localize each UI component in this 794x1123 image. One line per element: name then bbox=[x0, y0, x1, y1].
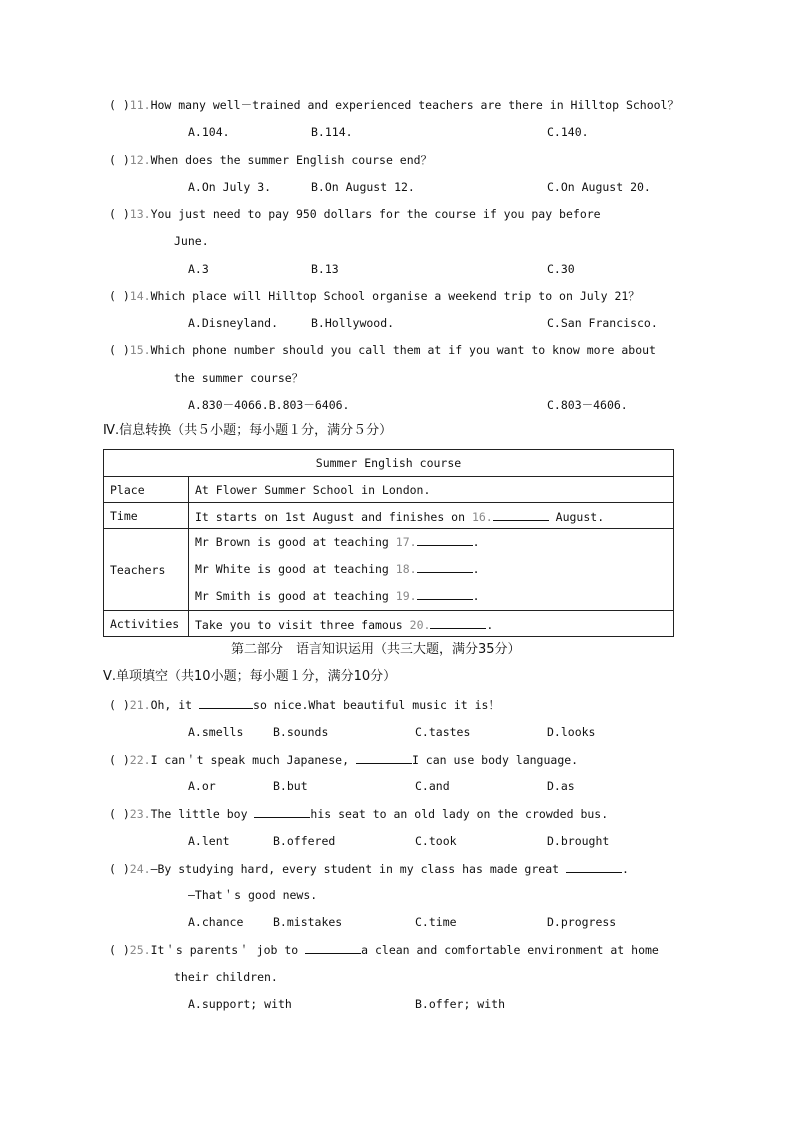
period: . bbox=[486, 617, 494, 632]
activities-text: Take you to visit three famous bbox=[195, 617, 410, 632]
question-text: —By studying hard, every student in my class has made great bbox=[150, 862, 566, 876]
option-a: A.lent bbox=[188, 834, 230, 848]
activities-label: Activities bbox=[104, 611, 189, 637]
answer-paren: ( ) bbox=[109, 207, 130, 221]
option-c: C.took bbox=[415, 834, 457, 848]
question-text: Which phone number should you call them at if you want to know more about bbox=[150, 343, 656, 357]
blank-17[interactable] bbox=[417, 533, 473, 546]
option-a: A.On July 3. bbox=[188, 180, 272, 194]
answer-paren: ( ) bbox=[109, 289, 130, 303]
section-4-title: Ⅳ.信息转换（共５小题；每小题１分，满分５分） bbox=[103, 423, 393, 438]
option-b: B.Hollywood. bbox=[311, 316, 395, 330]
question-number: 14. bbox=[129, 289, 151, 303]
blank-23[interactable] bbox=[254, 805, 310, 818]
section-5-title: Ⅴ.单项填空（共10小题；每小题１分，满分10分） bbox=[103, 669, 397, 684]
period: . bbox=[472, 562, 480, 576]
question-text: How many well－trained and experienced teachers are there in Hilltop School？ bbox=[150, 98, 679, 112]
option-c: C.tastes bbox=[415, 725, 471, 739]
activities-value bbox=[189, 611, 674, 637]
blank-number: 17. bbox=[395, 535, 417, 549]
option-b: B.offered bbox=[273, 834, 336, 848]
question-text-continued: their children. bbox=[174, 970, 278, 984]
time-text-end: August. bbox=[548, 509, 605, 524]
option-d: D.looks bbox=[547, 725, 596, 739]
blank-21[interactable] bbox=[199, 696, 253, 709]
blank-25[interactable] bbox=[305, 941, 361, 954]
time-text: It starts on 1st August and finishes on bbox=[195, 509, 472, 524]
period: . bbox=[472, 535, 480, 549]
option-a: A.3 bbox=[188, 262, 209, 276]
option-c: C.time bbox=[415, 915, 457, 929]
question-21 bbox=[109, 696, 500, 713]
blank-number: 19. bbox=[395, 589, 417, 603]
answer-paren: ( ) bbox=[109, 153, 130, 167]
question-22 bbox=[109, 751, 578, 768]
blank-22[interactable] bbox=[356, 751, 412, 764]
blank-20[interactable] bbox=[430, 616, 486, 629]
teachers-label: Teachers bbox=[104, 529, 189, 611]
answer-paren: ( ) bbox=[109, 807, 130, 821]
question-text: You just need to pay 950 dollars for the course if you pay before bbox=[150, 207, 601, 221]
option-b: B.sounds bbox=[273, 725, 329, 739]
option-d: D.as bbox=[547, 779, 575, 793]
option-c: C.and bbox=[415, 779, 450, 793]
question-number: 24. bbox=[129, 862, 151, 876]
answer-paren: ( ) bbox=[109, 943, 130, 957]
blank-16[interactable] bbox=[493, 508, 549, 521]
option-c: C.30 bbox=[547, 262, 575, 276]
question-number: 12. bbox=[129, 153, 151, 167]
option-a: A.support; with bbox=[188, 997, 292, 1011]
question-number: 23. bbox=[129, 807, 151, 821]
question-12 bbox=[109, 152, 432, 168]
blank-18[interactable] bbox=[417, 560, 473, 573]
part-2-title: 第二部分 语言知识运用（共三大题，满分35分） bbox=[231, 642, 521, 657]
answer-paren: ( ) bbox=[109, 698, 130, 712]
option-b: B.13 bbox=[311, 262, 339, 276]
option-b: B.mistakes bbox=[273, 915, 343, 929]
answer-paren: ( ) bbox=[109, 753, 130, 767]
question-text: It＇s parents＇ job to bbox=[150, 943, 306, 957]
option-b: B.114. bbox=[311, 125, 353, 139]
option-a: A.Disneyland. bbox=[188, 316, 279, 330]
option-c: C.803－4606. bbox=[547, 398, 628, 412]
question-number: 11. bbox=[129, 98, 151, 112]
teachers-value bbox=[189, 529, 674, 611]
option-b: B.On August 12. bbox=[311, 180, 415, 194]
question-text: The little boy bbox=[150, 807, 255, 821]
option-a: A.chance bbox=[188, 915, 244, 929]
option-a: A.104. bbox=[188, 125, 230, 139]
blank-number: 16. bbox=[471, 509, 493, 524]
question-text: When does the summer English course end？ bbox=[150, 153, 433, 167]
question-text-continued: the summer course？ bbox=[174, 371, 304, 385]
option-ab: A.830－4066.B.803－6406. bbox=[188, 398, 350, 412]
option-d: D.progress bbox=[547, 915, 617, 929]
question-14 bbox=[109, 288, 640, 304]
option-b: B.offer; with bbox=[415, 997, 506, 1011]
question-text-end: . bbox=[621, 862, 629, 876]
table-caption: Summer English course bbox=[104, 450, 674, 477]
answer-paren: ( ) bbox=[109, 343, 130, 357]
question-text-continued: —That＇s good news. bbox=[188, 888, 318, 902]
time-value bbox=[189, 503, 674, 529]
question-number: 13. bbox=[129, 207, 151, 221]
teacher-line bbox=[195, 529, 667, 556]
option-b: B.but bbox=[273, 779, 308, 793]
blank-number: 18. bbox=[395, 562, 417, 576]
question-11 bbox=[109, 97, 679, 113]
option-c: C.On August 20. bbox=[547, 180, 651, 194]
place-value: At Flower Summer School in London. bbox=[189, 477, 674, 503]
question-text-end: a clean and comfortable environment at home bbox=[361, 943, 659, 957]
blank-number: 20. bbox=[409, 617, 431, 632]
question-number: 25. bbox=[129, 943, 151, 957]
question-text-end: I can use body language. bbox=[411, 753, 579, 767]
option-d: D.brought bbox=[547, 834, 610, 848]
question-text-end: his seat to an old lady on the crowded bus. bbox=[310, 807, 609, 821]
info-table bbox=[103, 449, 674, 637]
answer-paren: ( ) bbox=[109, 862, 130, 876]
teacher-line bbox=[195, 583, 667, 610]
option-c: C.San Francisco. bbox=[547, 316, 658, 330]
blank-24[interactable] bbox=[566, 860, 622, 873]
period: . bbox=[472, 589, 480, 603]
teacher-text: Mr Smith is good at teaching bbox=[195, 589, 396, 603]
question-number: 21. bbox=[129, 698, 151, 712]
question-number: 22. bbox=[129, 753, 151, 767]
time-label: Time bbox=[104, 503, 189, 529]
question-15 bbox=[109, 342, 656, 358]
option-c: C.140. bbox=[547, 125, 589, 139]
option-a: A.smells bbox=[188, 725, 244, 739]
question-13 bbox=[109, 206, 601, 222]
question-number: 15. bbox=[129, 343, 151, 357]
question-text: Oh, it bbox=[150, 698, 200, 712]
teacher-text: Mr Brown is good at teaching bbox=[195, 535, 396, 549]
teacher-text: Mr White is good at teaching bbox=[195, 562, 396, 576]
option-a: A.or bbox=[188, 779, 216, 793]
question-text: I can＇t speak much Japanese, bbox=[150, 753, 356, 767]
question-24 bbox=[109, 860, 629, 877]
place-label: Place bbox=[104, 477, 189, 503]
question-text-end: so nice.What beautiful music it is！ bbox=[253, 698, 500, 712]
teacher-line bbox=[195, 556, 667, 583]
blank-19[interactable] bbox=[417, 587, 473, 600]
question-25 bbox=[109, 941, 659, 958]
question-23 bbox=[109, 805, 608, 822]
question-text-continued: June. bbox=[174, 234, 209, 248]
question-text: Which place will Hilltop School organise a weekend trip to on July 21？ bbox=[150, 289, 640, 303]
answer-paren: ( ) bbox=[109, 98, 130, 112]
